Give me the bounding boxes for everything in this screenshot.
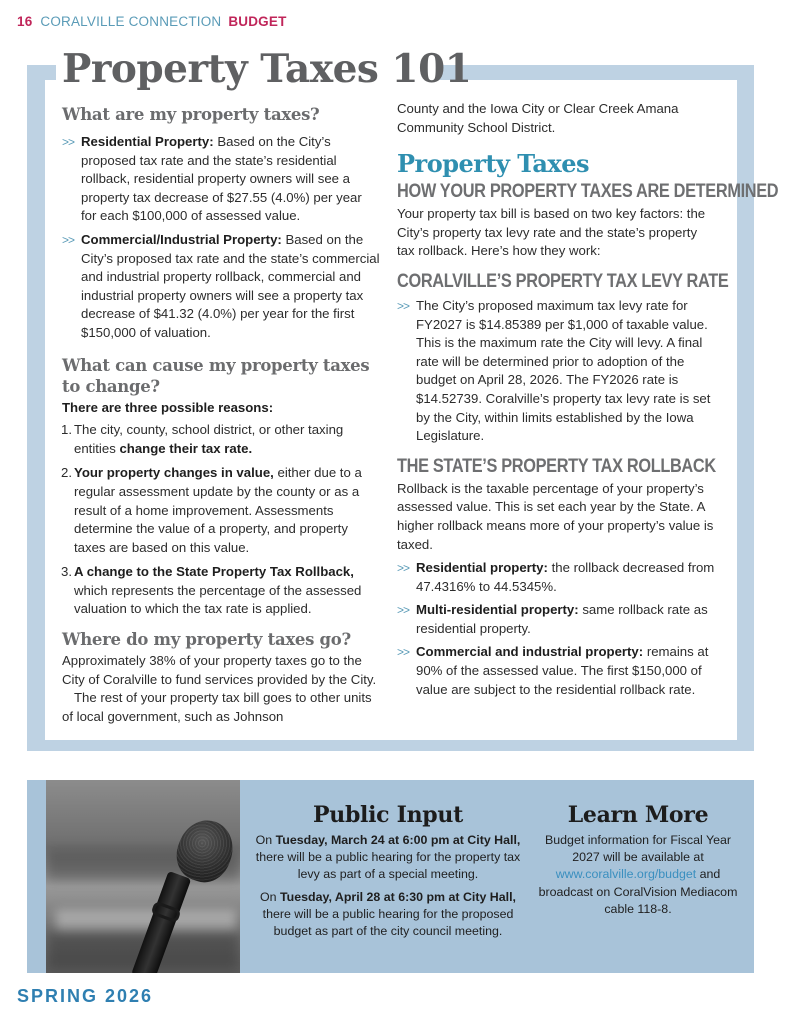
bullet-residential xyxy=(62,133,380,226)
bullet-rollback-residential xyxy=(397,559,717,596)
bullet-text: remains at 90% of the assessed value. The first $150,000 of value are subject to the residential rollback rate. xyxy=(416,644,709,697)
reason-number: 1. xyxy=(61,422,72,438)
rollback-paragraph: Rollback is the taxable percentage of your property’s assessed value. This is set each year by the State. A higher rollback means more of your property’s value is taxed. xyxy=(397,480,714,552)
reason-text-post: either due to a regular assessment update by the county or as a result of a home improvement. Assessments determine the value of a property, and property taxes are based on this value. xyxy=(74,465,362,555)
double-chevron-icon: >> xyxy=(397,645,410,660)
reason-number: 2. xyxy=(61,465,72,481)
heading-where-do-taxes-go: Where do my property taxes go? xyxy=(62,630,351,650)
bullet-text: Based on the City’s proposed tax rate and the state’s residential rollback, residential property owners will see a property tax decrease of $27.55 (4.0%) per year for each $100,000 of assessed value. xyxy=(81,134,362,224)
reason-text: The city, county, school district, or other taxing entities xyxy=(74,422,344,456)
public-input-title: Public Input xyxy=(313,802,463,828)
article-title: Property Taxes 101 xyxy=(62,46,472,92)
bullet-commercial xyxy=(62,231,380,343)
bullet-text: same rollback rate as residential property. xyxy=(416,602,708,636)
page-number: 16 xyxy=(17,14,33,29)
reason-item xyxy=(62,563,380,619)
heading-what-can-cause: What can cause my property taxes to change? xyxy=(62,355,370,396)
double-chevron-icon: >> xyxy=(397,561,410,576)
double-chevron-icon: >> xyxy=(62,232,75,247)
learn-more-section xyxy=(534,800,742,918)
text: On xyxy=(260,889,281,904)
double-chevron-icon: >> xyxy=(397,603,410,618)
bullet-text: Based on the City’s proposed tax rate and the state’s commercial and industrial property rollback, commercial and industrial property owners will see a property tax decrease of $41.32 (4.0%) per year for the first $150,000 of valuation. xyxy=(81,231,380,340)
bullet-text: the rollback decreased from 47.4316% to 44.5345%. xyxy=(416,560,715,594)
reason-text-post: which represents the percentage of the assessed valuation to which the tax rate is applied. xyxy=(74,582,362,617)
bullet-label: Residential property: xyxy=(416,560,548,576)
property-taxes-title: Property Taxes xyxy=(397,149,589,179)
budget-link[interactable]: www.coralville.org/budget xyxy=(555,867,697,882)
public-input-hearing-1 xyxy=(252,832,524,884)
bullet-text: The City’s proposed maximum tax levy rate for FY2027 is $14.85389 per $1,000 of taxable value. This is the maximum rate the City will levy. A final rate will be determined prior to adoption of the budget on April 28, 2026. The FY2026 rate is $14.52739. Coralville’s property tax levy rate is set by the City, within limits established by the Iowa Legislature. xyxy=(416,297,711,444)
bullet-label: Residential Property: xyxy=(81,134,214,149)
heading-what-are-taxes: What are my property taxes? xyxy=(62,105,320,124)
microphone-photo xyxy=(46,780,240,973)
text: On xyxy=(255,833,276,847)
learn-more-text xyxy=(534,832,742,918)
reason-item xyxy=(62,464,380,557)
heading-rollback: THE STATE’S PROPERTY TAX ROLLBACK xyxy=(397,455,716,477)
reason-bold: Your property changes in value, xyxy=(74,465,274,481)
bullet-rollback-multi xyxy=(397,601,717,638)
heading-levy-rate: CORALVILLE’S PROPERTY TAX LEVY RATE xyxy=(397,270,729,292)
where-paragraph-1: Approximately 38% of your property taxes go to the City of Coralville to fund services provided by the City. xyxy=(62,653,377,687)
left-column xyxy=(62,100,380,726)
text: there will be a public hearing for the property tax levy as part of a special meeting. xyxy=(255,850,521,882)
text: and broadcast on CoralVision Mediacom cable 118-8. xyxy=(538,867,738,916)
bullet-label: Commercial and industrial property: xyxy=(416,644,644,660)
issue-footer: SPRING 2026 xyxy=(17,986,154,1006)
section-name: BUDGET xyxy=(228,14,287,29)
bullet-rollback-commercial xyxy=(397,643,717,699)
heading-how-determined: HOW YOUR PROPERTY TAXES ARE DETERMINED xyxy=(397,181,779,203)
how-paragraph: Your property tax bill is based on two key factors: the City’s property tax levy rate and the state’s property tax rollback. Here’s how they work: xyxy=(397,206,706,259)
hearing-date-1: Tuesday, March 24 at 6:00 pm at City Hall, xyxy=(275,833,521,847)
running-header xyxy=(17,14,287,29)
learn-more-title: Learn More xyxy=(567,802,709,828)
text: Budget information for Fiscal Year 2027 will be available at xyxy=(545,833,731,865)
double-chevron-icon: >> xyxy=(62,135,75,149)
reason-bold: A change to the State Property Tax Rollback, xyxy=(74,564,354,580)
right-column xyxy=(397,100,779,704)
continued-paragraph: County and the Iowa City or Clear Creek Amana Community School District. xyxy=(397,101,679,135)
bullet-levy-rate xyxy=(397,297,717,446)
double-chevron-icon: >> xyxy=(397,298,410,313)
bullet-label: Commercial/Industrial Property: xyxy=(81,231,282,247)
hearing-date-2: Tuesday, April 28 at 6:30 pm at City Hall, xyxy=(280,889,516,904)
text: there will be a public hearing for the proposed budget as part of the city council meeting. xyxy=(262,906,514,939)
public-input-hearing-2 xyxy=(252,889,524,941)
reason-number: 3. xyxy=(61,564,72,580)
reason-bold: change their tax rate. xyxy=(119,440,253,456)
public-input-section xyxy=(252,800,524,945)
reasons-intro: There are three possible reasons: xyxy=(62,399,274,415)
reason-item xyxy=(62,421,380,458)
publication-name: CORALVILLE CONNECTION xyxy=(40,14,222,29)
where-paragraph-2: The rest of your property tax bill goes to other units of local government, such as Johnson xyxy=(62,690,372,724)
bullet-label: Multi-residential property: xyxy=(416,602,579,618)
photo-background-blur xyxy=(56,910,236,932)
